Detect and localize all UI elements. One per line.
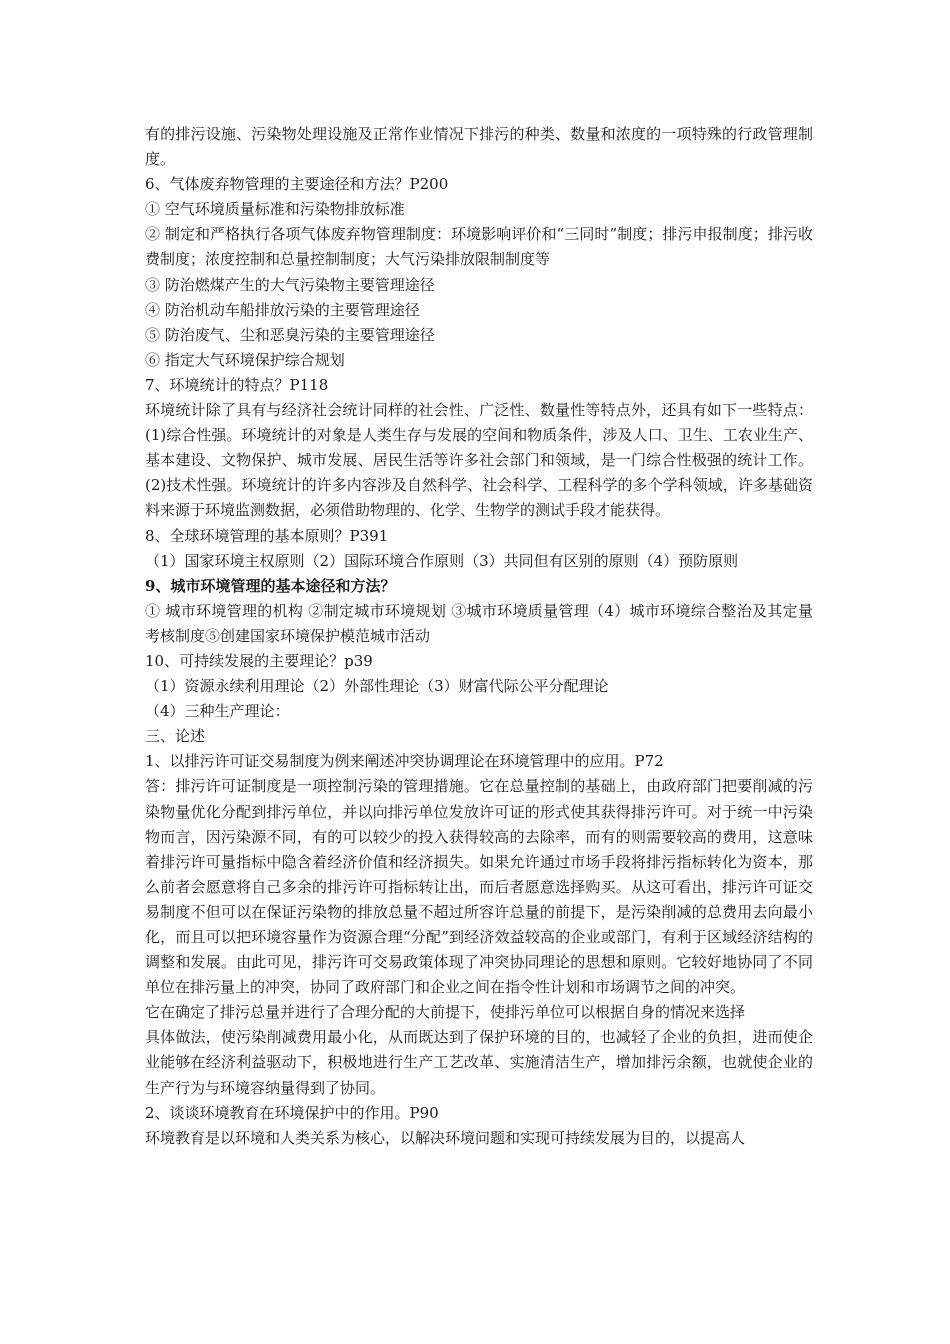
- question-8-heading: 8、全球环境管理的基本原则？P391: [145, 526, 389, 545]
- answer-paragraph: 它在确定了排污总量并进行了合理分配的大前提下，使排污单位可以根据自身的情况来选择: [145, 1003, 746, 1022]
- essay-2-heading: 2、谈谈环境教育在环境保护中的作用。P90: [145, 1103, 439, 1122]
- answer-paragraph: ① 城市环境管理的机构 ②制定城市环境规划 ③城市环境质量管理（4）城市环境综合整治及其定量考核制度⑤创建国家环境保护模范城市活动: [145, 601, 813, 645]
- list-item: ① 空气环境质量标准和污染物排放标准: [145, 200, 405, 219]
- question-7-heading: 7、环境统计的特点？P118: [145, 375, 329, 394]
- answer-paragraph: （1）资源永续利用理论（2）外部性理论（3）财富代际公平分配理论: [145, 677, 609, 696]
- section-heading: 三、论述: [145, 727, 206, 746]
- answer-paragraph: 环境教育是以环境和人类关系为核心，以解决环境问题和实现可持续发展为目的，以提高人: [145, 1128, 746, 1147]
- answer-paragraph: 答：排污许可证制度是一项控制污染的管理措施。它在总量控制的基础上，由政府部门把要削减的污染物量优化分配到排污单位，并以向排污单位发放许可证的形式使其获得排污许可。对于统一中污染物而言，因污染源不同，有的可以较少的投入获得较高的去除率，而有的则需要较高的费用，这意味着排污许可量指标中隐含着经济价值和经济损失。如果允许通过市场手段将排污指标转化为资本，那么前者会愿意将自己多余的排污许可指标转让出，而后者愿意选择购买。从这可看出，排污许可证交易制度不但可以在保证污染物的排放总量不超过所容许总量的前提下，是污染削减的总费用去向最小化，而且可以把环境容量作为资源合理“分配”到经济效益较高的企业或部门，有利于区域经济结构的调整和发展。由此可见，排污许可交易政策体现了冲突协同理论的思想和原则。它较好地协同了不同单位在排污量上的冲突，协同了政府部门和企业之间在指令性计划和市场调节之间的冲突。: [145, 777, 813, 997]
- list-item: ③ 防治燃煤产生的大气污染物主要管理途径: [145, 275, 435, 294]
- list-item: ④ 防治机动车船排放污染的主要管理途径: [145, 300, 420, 319]
- answer-paragraph: 具体做法，使污染削减费用最小化，从而既达到了保护环境的目的，也减轻了企业的负担，进而使企业能够在经济利益驱动下，积极地进行生产工艺改革、实施清洁生产，增加排污余额，也就使企业的生产行为与环境容纳量得到了协同。: [145, 1028, 813, 1097]
- list-item: ⑤ 防治废气、尘和恶臭污染的主要管理途径: [145, 325, 435, 344]
- paragraph-continuation: 有的排污设施、污染物处理设施及正常作业情况下排污的种类、数量和浓度的一项特殊的行政管理制度。: [145, 125, 813, 169]
- list-item: ② 制定和严格执行各项气体废弃物管理制度：环境影响评价和“三同时”制度；排污申报制度；排污收费制度；浓度控制和总量控制制度；大气污染排放限制制度等: [145, 225, 813, 269]
- answer-paragraph: （4）三种生产理论：: [145, 702, 290, 721]
- question-6-heading: 6、气体废弃物管理的主要途径和方法？P200: [145, 175, 449, 194]
- question-10-heading: 10、可持续发展的主要理论？p39: [145, 651, 373, 670]
- document-page: [145, 122, 813, 1151]
- list-item: ⑥ 指定大气环境保护综合规划: [145, 350, 345, 369]
- answer-paragraph: （1）国家环境主权原则（2）国际环境合作原则（3）共同但有区别的原则（4）预防原则: [145, 551, 739, 570]
- answer-paragraph: 环境统计除了具有与经济社会统计同样的社会性、广泛性、数量性等特点外，还具有如下一些特点：(1)综合性强。环境统计的对象是人类生存与发展的空间和物质条件，涉及人口、卫生、工农业生产、基本建设、文物保护、城市发展、居民生活等许多社会部门和领域，是一门综合性极强的统计工作。(2)技术性强。环境统计的许多内容涉及自然科学、社会科学、工程科学的多个学科领域，许多基础资料来源于环境监测数据，必须借助物理的、化学、生物学的测试手段才能获得。: [145, 401, 813, 520]
- question-9-heading: 9、城市环境管理的基本途径和方法？: [145, 576, 396, 595]
- essay-1-heading: 1、以排污许可证交易制度为例来阐述冲突协调理论在环境管理中的应用。P72: [145, 752, 664, 771]
